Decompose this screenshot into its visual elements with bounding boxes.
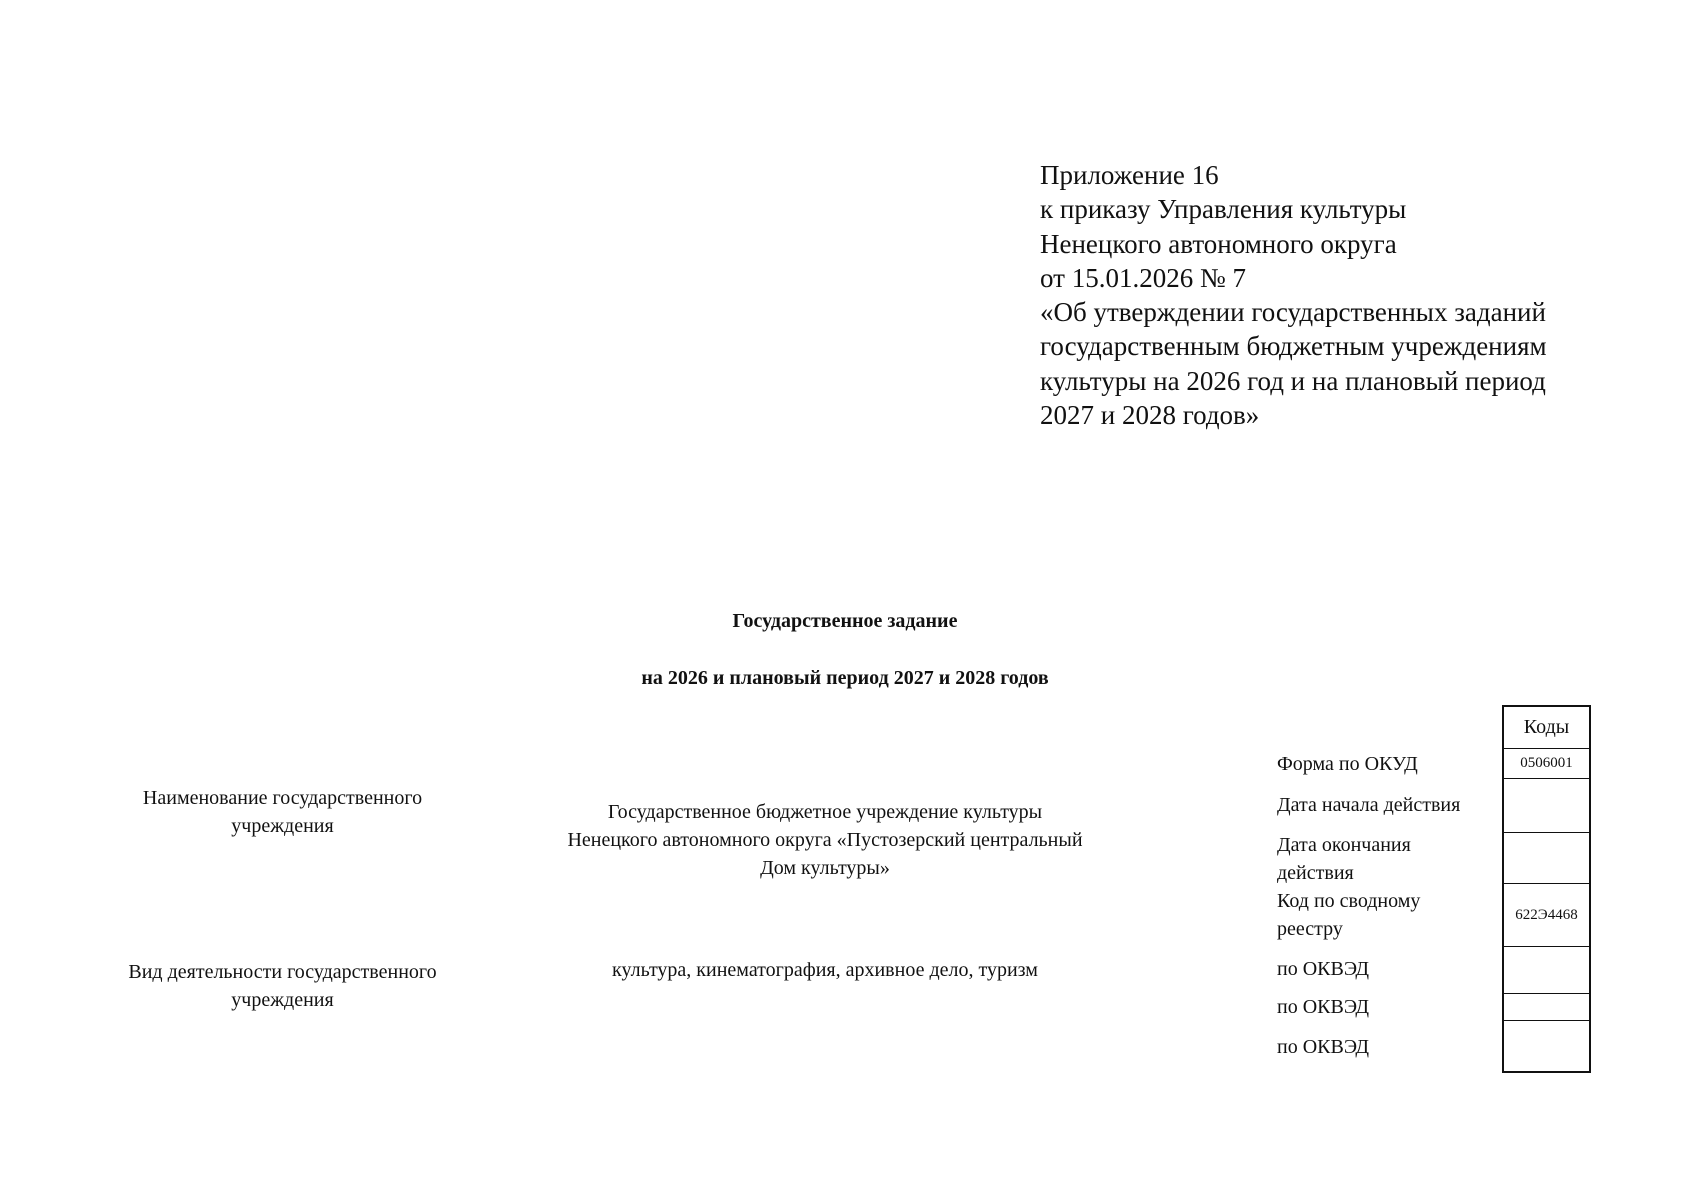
code-label-okved: по ОКВЭД [1277, 1036, 1369, 1058]
activity-type-value: культура, кинематография, архивное дело, туризм [612, 959, 1038, 981]
code-cell-registry: 622Э4468 [1504, 884, 1589, 947]
code-label-start-date: Дата начала действия [1277, 794, 1461, 816]
appendix-line: государственным бюджетным учреждениям [1040, 331, 1547, 362]
document-title: Государственное задание [732, 610, 958, 632]
appendix-line: 2027 и 2028 годов» [1040, 400, 1260, 431]
code-cell-okud: 0506001 [1504, 749, 1589, 779]
code-label-okud: Форма по ОКУД [1277, 753, 1418, 775]
code-cell-end-date [1504, 833, 1589, 884]
appendix-line: Ненецкого автономного округа [1040, 228, 1397, 259]
code-cell-okved [1504, 994, 1589, 1021]
appendix-line: культуры на 2026 год и на плановый период [1040, 365, 1546, 396]
code-cell-start-date [1504, 779, 1589, 833]
appendix-line: к приказу Управления культуры [1040, 194, 1407, 225]
code-cell-okved [1504, 947, 1589, 994]
codes-header: Коды [1504, 707, 1589, 749]
code-label-registry: Код по сводному реестру [1277, 890, 1421, 940]
institution-name-value: Государственное бюджетное учреждение культуры Ненецкого автономного округа «Пустозерский центральный Дом культуры» [567, 801, 1083, 879]
appendix-line: «Об утверждении государственных заданий [1040, 297, 1546, 328]
activity-type-label: Вид деятельности государственного учреждения [128, 961, 437, 1011]
code-label-okved: по ОКВЭД [1277, 996, 1369, 1018]
codes-table [1502, 705, 1591, 1073]
code-cell-okved [1504, 1021, 1589, 1071]
appendix-line: от 15.01.2026 № 7 [1040, 262, 1246, 293]
document-period: на 2026 и плановый период 2027 и 2028 годов [641, 667, 1049, 689]
code-label-okved: по ОКВЭД [1277, 958, 1369, 980]
institution-name-label: Наименование государственного учреждения [142, 787, 423, 837]
appendix-header [1040, 158, 1640, 432]
code-label-end-date: Дата окончания действия [1277, 834, 1411, 884]
appendix-line: Приложение 16 [1040, 160, 1219, 190]
